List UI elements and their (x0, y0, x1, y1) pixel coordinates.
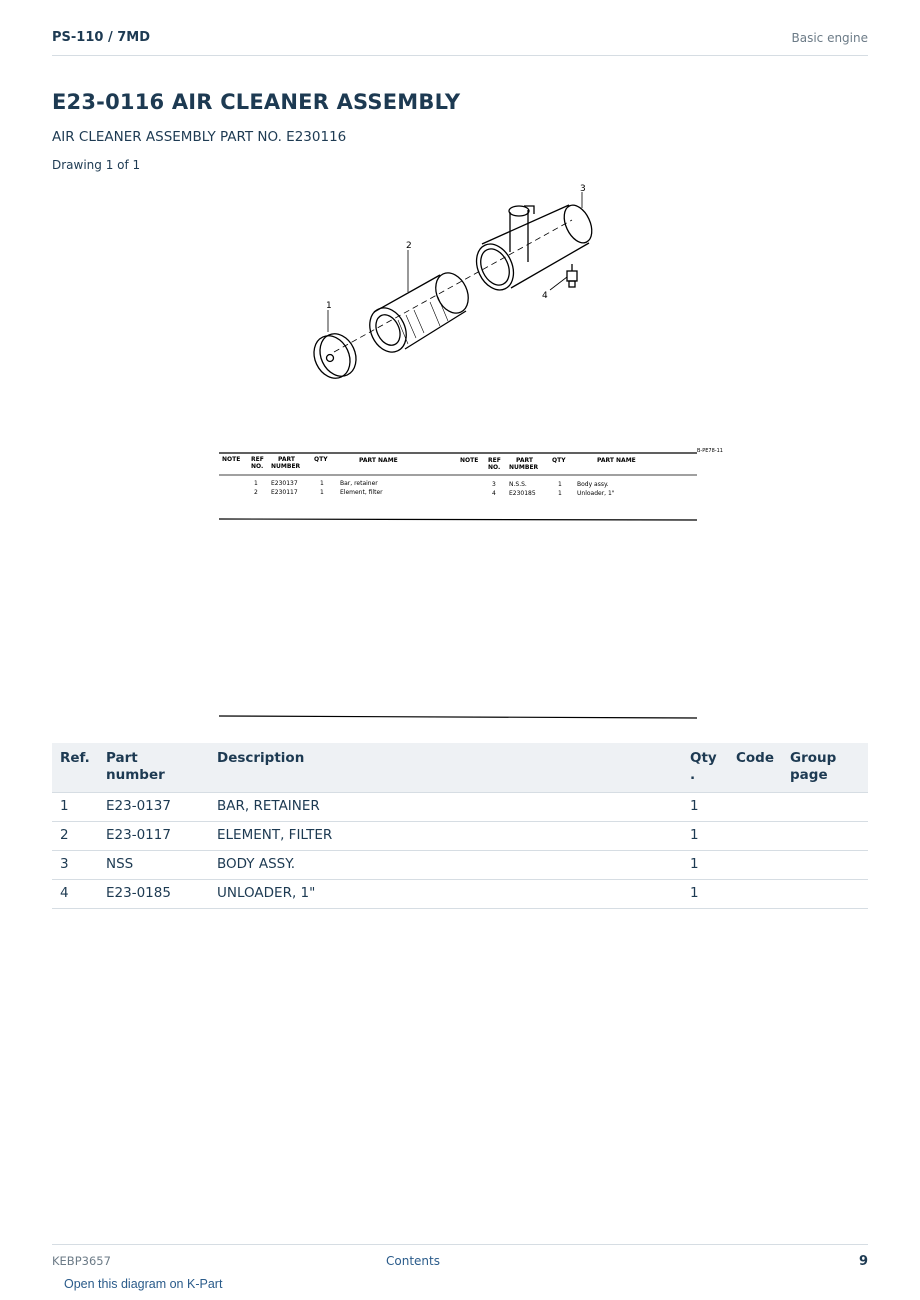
refno-header-left: NO. (251, 463, 264, 470)
row-qty: 1 (682, 851, 728, 880)
drawing-count: Drawing 1 of 1 (52, 158, 141, 172)
row-qty: 1 (682, 793, 728, 822)
page-number: 9 (858, 1254, 868, 1269)
row-part-number: NSS (98, 851, 209, 880)
ref-header-left: REF (251, 456, 264, 463)
left-row-2-qty: 1 (320, 489, 324, 496)
callout-1: 1 (326, 301, 332, 311)
right-row-1-ref: 3 (492, 481, 496, 488)
note-header-right: NOTE (460, 457, 479, 464)
part-header-left: PART (278, 456, 295, 463)
row-qty: 1 (682, 880, 728, 909)
part-header-right: PART (516, 457, 533, 464)
contents-link[interactable]: Contents (386, 1254, 440, 1268)
callout-labels (326, 184, 586, 311)
partname-header-left: PART NAME (359, 457, 398, 464)
leader-lines (328, 192, 582, 332)
unloader-drawing (567, 264, 577, 287)
col-qty-line1: Qty (690, 750, 717, 766)
row-ref: 1 (52, 793, 98, 822)
qty-header-left: QTY (314, 456, 328, 463)
ref-header-right: REF (488, 457, 501, 464)
left-row-2-part: E230117 (271, 489, 298, 496)
row-description: ELEMENT, FILTER (209, 822, 682, 851)
left-row-1-part: E230137 (271, 480, 298, 487)
body-assy-drawing (469, 201, 597, 296)
drawing-code: B-PE78-11 (697, 448, 723, 454)
row-code (728, 880, 782, 909)
retainer-bar-drawing (307, 328, 362, 384)
row-qty: 1 (682, 822, 728, 851)
open-in-kpart-link[interactable]: Open this diagram on K-Part (64, 1277, 223, 1291)
col-qty (682, 743, 728, 793)
row-description: BODY ASSY. (209, 851, 682, 880)
note-header-left: NOTE (222, 456, 241, 463)
row-group-page (782, 880, 868, 909)
table-row (52, 880, 868, 909)
row-group-page (782, 793, 868, 822)
callout-3: 3 (580, 184, 586, 194)
col-group-line2: page (790, 767, 828, 783)
filter-element-drawing (363, 268, 475, 358)
model-label: PS-110 / 7MD (52, 30, 150, 45)
left-row-2-ref: 2 (254, 489, 258, 496)
right-row-1-name: Body assy. (577, 481, 609, 488)
page-subtitle: AIR CLEANER ASSEMBLY PART NO. E230116 (52, 129, 347, 145)
row-code (728, 822, 782, 851)
parts-table (52, 743, 868, 909)
right-row-2-name: Unloader, 1" (577, 490, 615, 497)
exploded-view-drawing (52, 180, 868, 740)
refno-header-right: NO. (488, 464, 501, 471)
partname-header-right: PART NAME (597, 457, 636, 464)
row-ref: 4 (52, 880, 98, 909)
row-description: UNLOADER, 1" (209, 880, 682, 909)
callout-4: 4 (542, 291, 548, 301)
left-row-2-name: Element, filter (340, 489, 383, 496)
col-code: Code (736, 750, 775, 766)
section-label: Basic engine (791, 31, 868, 45)
col-part-number: Part number (106, 750, 165, 783)
col-qty-line2: . (690, 767, 696, 783)
row-group-page (782, 851, 868, 880)
page-header (52, 28, 868, 56)
row-code (728, 793, 782, 822)
col-ref: Ref. (60, 750, 90, 766)
right-row-2-part: E230185 (509, 490, 536, 497)
table-row (52, 851, 868, 880)
right-row-1-part: N.S.S. (509, 481, 527, 488)
row-code (728, 851, 782, 880)
centre-line (334, 220, 572, 352)
table-row (52, 793, 868, 822)
col-description: Description (217, 750, 305, 766)
table-row (52, 822, 868, 851)
callout-2: 2 (406, 241, 412, 251)
page-title: E23-0116 AIR CLEANER ASSEMBLY (52, 90, 461, 114)
row-part-number: E23-0117 (98, 822, 209, 851)
document-id: KEBP3657 (52, 1254, 111, 1268)
parts-table-header (52, 743, 868, 793)
right-row-2-qty: 1 (558, 490, 562, 497)
row-description: BAR, RETAINER (209, 793, 682, 822)
left-row-1-name: Bar, retainer (340, 480, 378, 487)
right-row-1-qty: 1 (558, 481, 562, 488)
row-part-number: E23-0137 (98, 793, 209, 822)
row-ref: 2 (52, 822, 98, 851)
left-row-1-qty: 1 (320, 480, 324, 487)
row-part-number: E23-0185 (98, 880, 209, 909)
right-row-2-ref: 4 (492, 490, 496, 497)
parts-diagram (52, 180, 868, 740)
qty-header-right: QTY (552, 457, 566, 464)
partnumber-header-right: NUMBER (509, 464, 539, 471)
col-group-page (782, 743, 868, 793)
col-group-line1: Group (790, 750, 837, 766)
row-group-page (782, 822, 868, 851)
left-row-1-ref: 1 (254, 480, 258, 487)
partnumber-header-left: NUMBER (271, 463, 301, 470)
scanned-parts-list (219, 448, 723, 718)
air-cleaner-drawing (307, 192, 597, 384)
row-ref: 3 (52, 851, 98, 880)
